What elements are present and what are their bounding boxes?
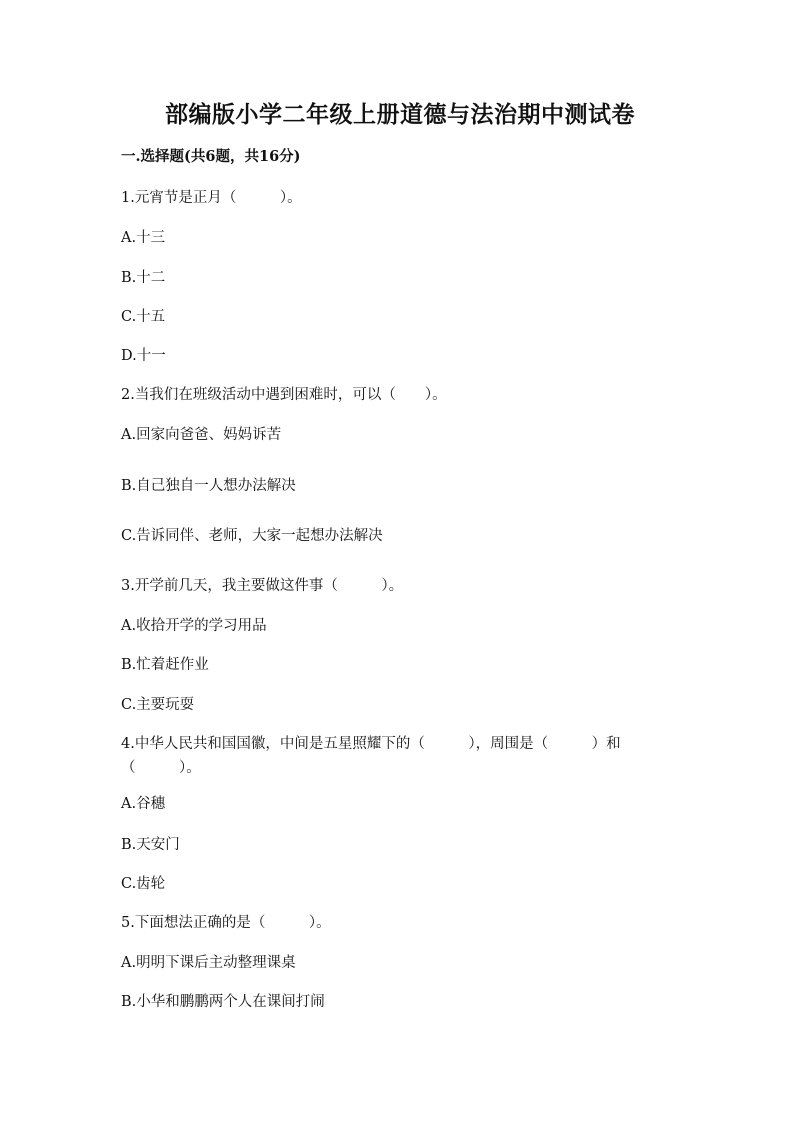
question-2-option-a: A.回家向爸爸、妈妈诉苦 xyxy=(121,427,282,443)
question-1-option-a: A.十三 xyxy=(121,230,166,246)
question-3-option-c: C.主要玩耍 xyxy=(121,697,195,713)
question-stem-3: 3.开学前几天，我主要做这件事（ ）。 xyxy=(121,578,404,594)
question-3-option-a: A.收拾开学的学习用品 xyxy=(121,618,267,634)
question-4-option-c: C.齿轮 xyxy=(121,876,166,892)
question-4-option-a: A.谷穗 xyxy=(121,796,166,812)
question-stem-4: 4.中华人民共和国国徽，中间是五星照耀下的（ ），周围是（ ）和（ ）。 xyxy=(121,736,621,776)
question-stem-5: 5.下面想法正确的是（ ）。 xyxy=(121,915,331,931)
question-stem-2: 2.当我们在班级活动中遇到困难时，可以（ ）。 xyxy=(121,387,447,403)
section-heading: 一.选择题(共6题，共16分) xyxy=(121,148,301,165)
question-1-option-d: D.十一 xyxy=(121,348,166,364)
question-3-option-b: B.忙着赶作业 xyxy=(121,657,209,673)
question-5-option-a: A.明明下课后主动整理课桌 xyxy=(121,955,296,971)
question-1-option-b: B.十二 xyxy=(121,270,166,286)
question-2-option-b: B.自己独自一人想办法解决 xyxy=(121,478,296,494)
question-4-option-b: B.天安门 xyxy=(121,837,180,853)
question-2-option-c: C.告诉同伴、老师，大家一起想办法解决 xyxy=(121,528,383,544)
page-title: 部编版小学二年级上册道德与法治期中测试卷 xyxy=(165,101,635,128)
question-stem-1: 1.元宵节是正月（ ）。 xyxy=(121,190,302,206)
question-5-option-b: B.小华和鹏鹏两个人在课间打闹 xyxy=(121,994,325,1010)
question-1-option-c: C.十五 xyxy=(121,309,166,325)
